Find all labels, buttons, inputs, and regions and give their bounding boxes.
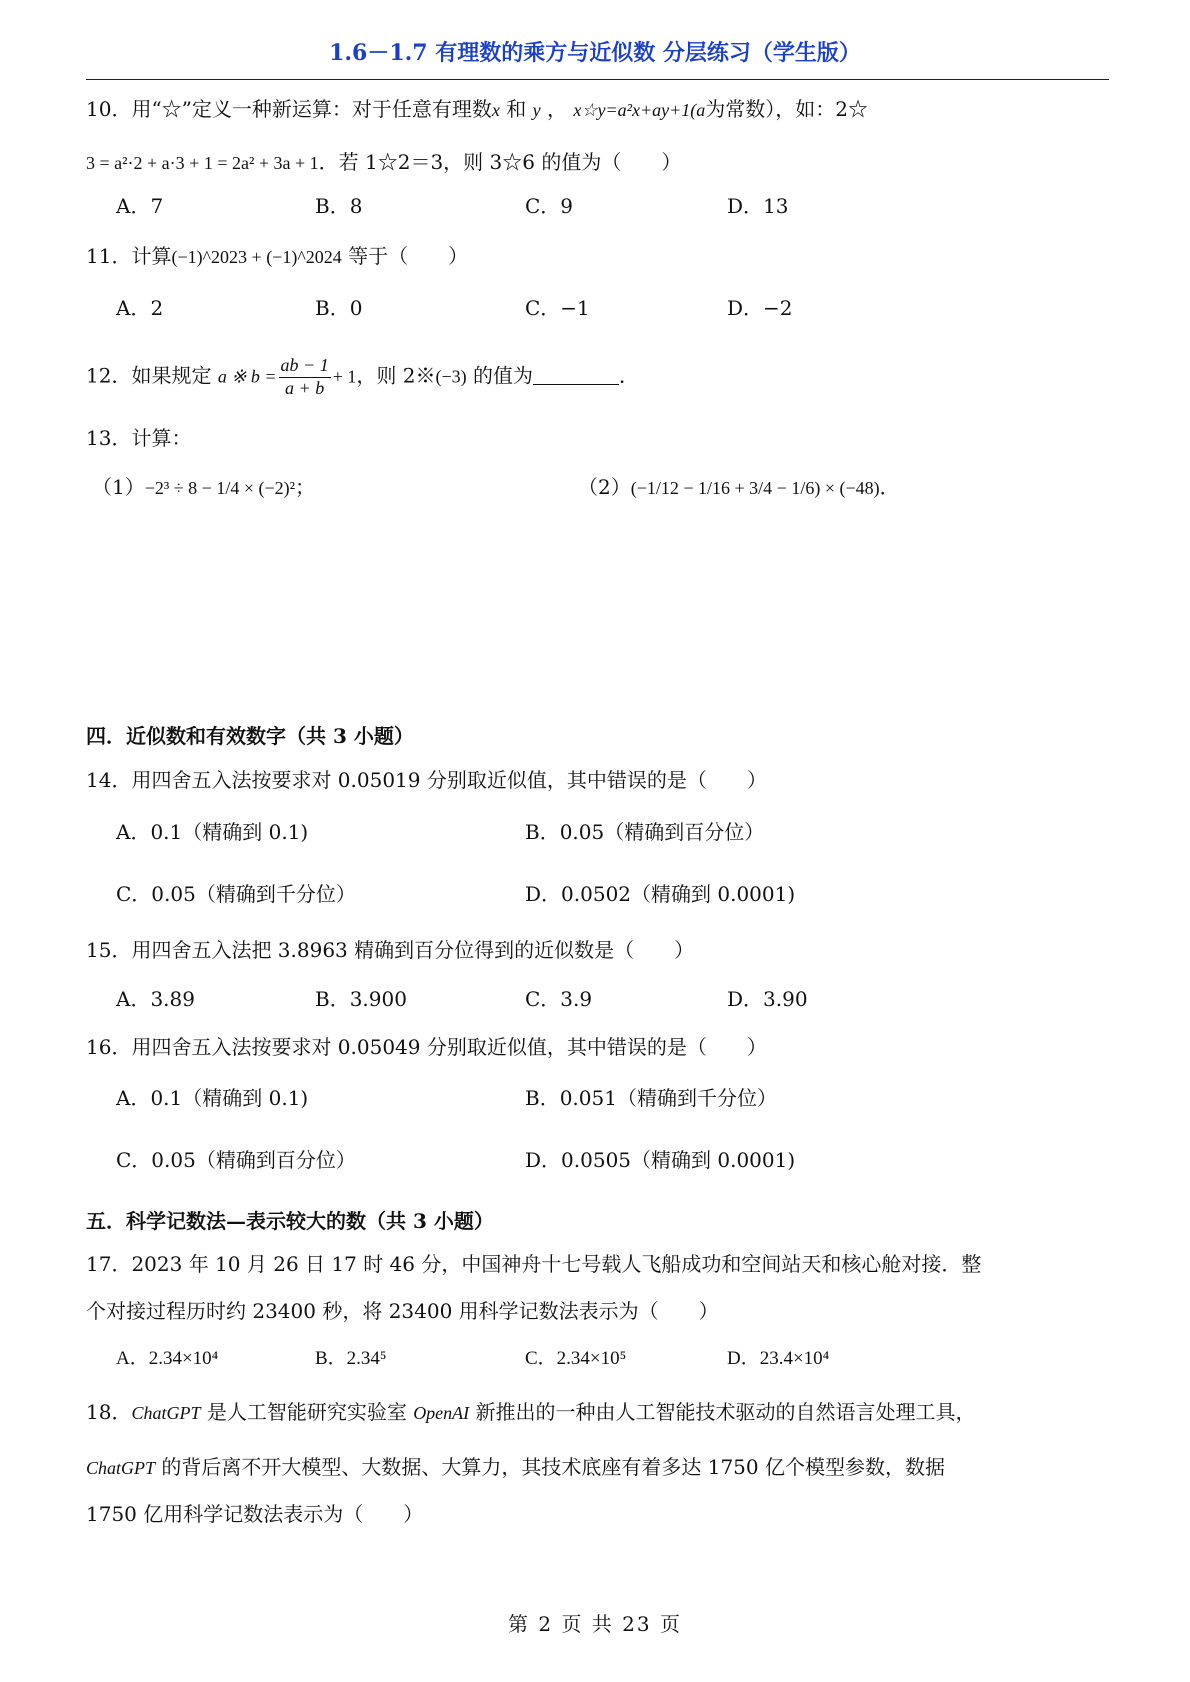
q16-stem: 16．用四舍五入法按要求对 0.05049 分别取近似值，其中错误的是（ ） [86,1035,767,1059]
q15-option-a: A．3.89 [116,987,195,1011]
q10-option-c: C．9 [525,194,574,218]
q18-openai: OpenAI [413,1403,470,1423]
q11-line [86,244,468,269]
q13-part2 [578,475,900,500]
q16-option-c: C．0.05（精确到百分位） [116,1148,356,1172]
q11-option-a: A．2 [116,296,164,320]
q10-prefix: 10．用“☆”定义一种新运算：对于任意有理数 [86,97,492,121]
q18-line3: 1750 亿用科学记数法表示为（ ） [86,1502,424,1526]
q12-denominator: a + b [285,377,325,398]
q13-title: 13．计算： [86,426,192,450]
q12-end: ． [618,363,639,388]
q12-mid: ，则 2※ [356,363,436,388]
q11-option-c: C．−1 [525,296,590,320]
q13-part2-expression: (−1/12 − 1/16 + 3/4 − 1/6) × (−48) [630,478,880,498]
q12-answer-blank[interactable] [533,366,619,385]
q10-option-d: D．13 [727,194,789,218]
q10-option-a: A．7 [116,194,164,218]
q12-prefix: 12．如果规定 [86,363,212,388]
q13-part1 [92,475,315,500]
q13-part1-label: （1） [92,475,145,499]
q15-option-c: C．3.9 [525,987,593,1011]
q18-number: 18． [86,1400,132,1424]
q14-stem: 14．用四舍五入法按要求对 0.05019 分别取近似值，其中错误的是（ ） [86,768,767,792]
q10-var-y: y [532,100,541,120]
q12-fraction [279,355,331,399]
q16-option-d: D．0.0505（精确到 0.0001) [525,1148,796,1172]
q11-prefix: 11．计算 [86,244,172,268]
page-header-title: 1.6－1.7 有理数的乘方与近似数 分层练习（学生版） [329,40,861,66]
q13-part2-end: ． [879,475,900,499]
q16-option-a: A．0.1（精确到 0.1) [116,1086,309,1110]
q14-option-a: A．0.1（精确到 0.1) [116,820,309,844]
q17-option-b: B．2.34⁵ [315,1348,387,1369]
q10-and: 和 [506,97,527,121]
q10-option-b: B．8 [315,194,363,218]
q14-option-c: C．0.05（精确到千分位） [116,882,356,906]
page-footer: 第 2 页 共 23 页 [508,1612,682,1636]
q13-part1-end: ； [295,475,316,499]
q10-definition: x☆y=a²x+ay+1( [573,100,697,120]
q17-line1: 17．2023 年 10 月 26 日 17 时 46 分，中国神舟十七号载人飞船成功和空间站天和核心舱对接．整 [86,1252,982,1276]
q10-comma: ， [546,97,567,121]
q18-line2-rest: 的背后离不开大模型、大数据、大算力，其技术底座有着多达 1750 亿个模型参数，数据 [161,1455,945,1479]
q15-option-d: D．3.90 [727,987,808,1011]
q18-line1 [86,1400,976,1425]
q10-def-tail: 为常数），如：2☆ [705,97,869,121]
q10-line1 [86,97,868,122]
q16-option-b: B．0.051（精确到千分位） [525,1086,777,1110]
q10-line2-rest: ．若 1☆2＝3，则 3☆6 的值为（ ） [318,150,682,174]
q17-option-a: A．2.34×10⁴ [116,1348,219,1369]
q11-option-b: B．0 [315,296,363,320]
q17-line2: 个对接过程历时约 23400 秒，将 23400 用科学记数法表示为（ ） [86,1299,719,1323]
q11-option-d: D．−2 [727,296,793,320]
q17-option-c: C．2.34×10⁵ [525,1348,627,1369]
q11-expression: (−1)^2023 + (−1)^2024 [171,247,342,267]
q14-option-b: B．0.05（精确到百分位） [525,820,765,844]
q14-option-d: D．0.0502（精确到 0.0001) [525,882,796,906]
q10-var-a: a [696,100,706,120]
q18-chatgpt: ChatGPT [131,1403,201,1423]
section-5-title: 五．科学记数法—表示较大的数（共 3 小题） [86,1209,494,1233]
q17-option-d: D．23.4×10⁴ [727,1348,830,1369]
section-4-title: 四．近似数和有效数字（共 3 小题） [86,724,414,748]
q10-line2-math: 3 = a²·2 + a·3 + 1 = 2a² + 3a + 1 [86,153,319,173]
q18-line1-end: 新推出的一种由人工智能技术驱动的自然语言处理工具， [475,1400,976,1424]
q12-suffix: 的值为 [472,363,533,388]
q18-line1-mid: 是人工智能研究实验室 [206,1400,407,1424]
q12-line [86,355,639,399]
q12-plus-one: + 1 [332,366,357,387]
q10-line2 [86,150,681,175]
q15-option-b: B．3.900 [315,987,407,1011]
q12-numerator: ab − 1 [279,355,331,378]
q15-stem: 15．用四舍五入法把 3.8963 精确到百分位得到的近似数是（ ） [86,938,695,962]
q12-lhs: a ※ b = [217,366,277,387]
header-rule [86,79,1109,80]
q10-var-x: x [491,100,500,120]
q18-line2 [86,1455,945,1480]
q12-arg: (−3) [435,366,467,387]
q18-chatgpt-2: ChatGPT [86,1458,156,1478]
q11-suffix: 等于（ ） [348,244,469,268]
q13-part2-label: （2） [578,475,631,499]
q13-part1-expression: −2³ ÷ 8 − 1/4 × (−2)² [144,478,296,498]
